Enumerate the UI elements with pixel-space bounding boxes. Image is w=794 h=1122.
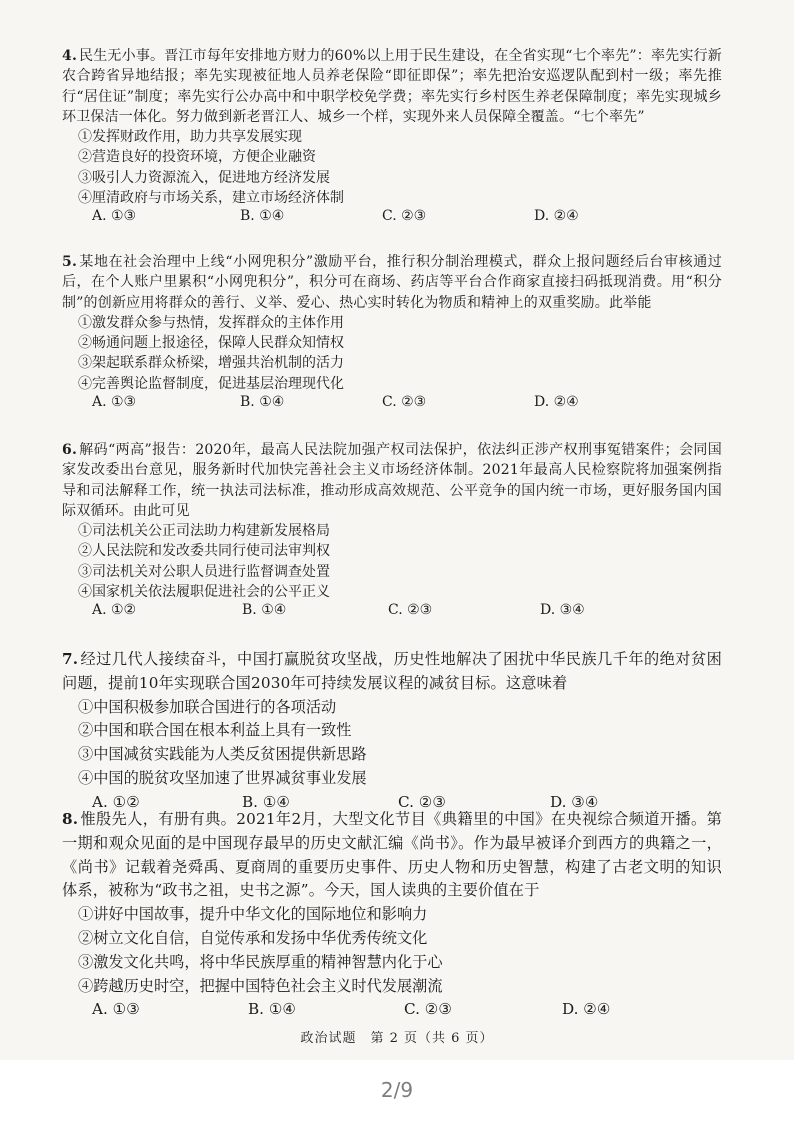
option-1: ①发挥财政作用，助力共享发展实现: [78, 129, 302, 146]
question-6-stem: [62, 440, 722, 521]
page-footer: 政治试题 第 2 页（共 6 页）: [300, 1031, 494, 1046]
choice-d: D. ②④: [534, 394, 579, 411]
option-list: [62, 127, 722, 208]
choice-a: A. ①②: [92, 792, 140, 811]
choice-c: C. ②③: [398, 792, 446, 811]
choice-b: B. ①④: [240, 394, 285, 411]
option-4: ④厘清政府与市场关系，建立市场经济体制: [78, 190, 344, 207]
question-8-stem: [62, 808, 722, 903]
answer-choices: [92, 208, 722, 228]
option-list: [62, 903, 722, 998]
stem-text: 惟殷先人，有册有典。2021年2月，大型文化节目《典籍里的中国》在央视综合频道开播。第一期和观众见面的是中国现存最早的历史文献汇编《尚书》。作为最早被译介到西方的典籍之一，《尚书》记载着尧舜禹、夏商周的重要历史事件、历史人物和历史智慧，构建了古老文明的知识体系，被称为“政书之祖，史书之源”。今天，国人读典的主要价值在于: [62, 810, 722, 900]
option-3: ③吸引人力资源流入，促进地方经济发展: [78, 169, 330, 186]
choice-d: D. ③④: [550, 792, 599, 811]
option-2: ②中国和联合国在根本利益上具有一致性: [78, 721, 352, 740]
choice-b: B. ①④: [242, 792, 291, 811]
question-7-stem: [62, 648, 722, 696]
choice-b: B. ①④: [242, 602, 287, 619]
choice-a: A. ①③: [92, 1000, 140, 1019]
option-3: ③架起联系群众桥梁，增强共治机制的活力: [78, 355, 344, 372]
option-2: ②营造良好的投资环境，方便企业融资: [78, 149, 316, 166]
option-3: ③激发文化共鸣，将中华民族厚重的精神智慧内化于心: [78, 952, 443, 971]
choice-b: B. ①④: [248, 1000, 297, 1019]
choice-c: C. ②③: [382, 394, 427, 411]
question-6: [62, 440, 722, 622]
option-list: [62, 521, 722, 602]
choice-d: D. ②④: [534, 208, 579, 225]
choice-c: C. ②③: [382, 208, 427, 225]
question-7: [62, 648, 722, 815]
question-4-stem: [62, 46, 722, 127]
stem-text: 经过几代人接续奋斗，中国打赢脱贫攻坚战，历史性地解决了困扰中华民族几千年的绝对贫困问题，提前10年实现联合国2030年可持续发展议程的减贫目标。这意味着: [62, 650, 722, 692]
question-number: 6.: [62, 442, 78, 458]
option-2: ②人民法院和发改委共同行使司法审判权: [78, 543, 330, 560]
option-4: ④完善舆论监督制度，促进基层治理现代化: [78, 375, 344, 392]
choice-a: A. ①②: [92, 602, 137, 619]
choice-a: A. ①③: [92, 208, 137, 225]
question-4: [62, 46, 722, 228]
question-number: 4.: [62, 48, 78, 64]
choice-a: A. ①③: [92, 394, 137, 411]
option-1: ①司法机关公正司法助力构建新发展格局: [78, 523, 330, 540]
option-4: ④中国的脱贫攻坚加速了世界减贫事业发展: [78, 768, 367, 787]
question-8: [62, 808, 722, 1022]
question-5-stem: [62, 252, 722, 313]
option-1: ①中国积极参加联合国进行的各项活动: [78, 697, 337, 716]
option-2: ②树立文化自信，自觉传承和发扬中华优秀传统文化: [78, 928, 428, 947]
stem-text: 某地在社会治理中上线“小网兜积分”激励平台，推行积分制治理模式，群众上报问题经后台审核通过后，在个人账户里累积“小网兜积分”，积分可在商场、药店等平台合作商家直接扫码抵现消费。用“积分制”的创新应用将群众的善行、义举、爱心、热心实时转化为物质和精神上的双重奖励。此举能: [62, 254, 722, 311]
option-list: [62, 313, 722, 394]
stem-text: 民生无小事。晋江市每年安排地方财力的60%以上用于民生建设，在全省实现“七个率先”：率先实行新农合跨省异地结报；率先实现被征地人员养老保险“即征即保”；率先把治安巡逻队配到村一级；率先推行“居住证”制度；率先实行公办高中和中职学校免学费；率先实行乡村医生养老保障制度；率先实现城乡环卫保洁一体化。努力做到新老晋江人、城乡一个样，实现外来人员保障全覆盖。“七个率先”: [62, 48, 722, 125]
choice-d: D. ②④: [562, 1000, 611, 1019]
choice-c: C. ②③: [388, 602, 433, 619]
page-indicator: 2/9: [380, 1078, 414, 1102]
answer-choices: [92, 998, 722, 1022]
option-list: [62, 696, 722, 791]
option-1: ①讲好中国故事，提升中华文化的国际地位和影响力: [78, 905, 428, 924]
question-number: 8.: [62, 810, 79, 828]
stem-text: 解码“两高”报告：2020年，最高人民法院加强产权司法保护，依法纠正涉产权刑事冤错案件；会同国家发改委出台意见，服务新时代加快完善社会主义市场经济体制。2021年最高人民检察院将加强案例指导和司法解释工作，统一执法司法标准，推动形成高效规范、公平竞争的国内统一市场，更好服务国内国际双循环。由此可见: [62, 442, 722, 519]
option-3: ③中国减贫实践能为人类反贫困提供新思路: [78, 745, 367, 764]
option-4: ④国家机关依法履职促进社会的公平正义: [78, 584, 330, 601]
question-number: 5.: [62, 254, 78, 270]
choice-d: D. ③④: [540, 602, 585, 619]
choice-c: C. ②③: [404, 1000, 452, 1019]
option-1: ①激发群众参与热情，发挥群众的主体作用: [78, 314, 344, 331]
question-number: 7.: [62, 650, 79, 668]
answer-choices: [92, 602, 722, 622]
option-3: ③司法机关对公职人员进行监督调查处置: [78, 563, 330, 580]
answer-choices: [92, 394, 722, 414]
choice-b: B. ①④: [240, 208, 285, 225]
question-5: [62, 252, 722, 414]
option-2: ②畅通问题上报途径，保障人民群众知情权: [78, 335, 344, 352]
option-4: ④跨越历史时空，把握中国特色社会主义时代发展潮流: [78, 976, 443, 995]
